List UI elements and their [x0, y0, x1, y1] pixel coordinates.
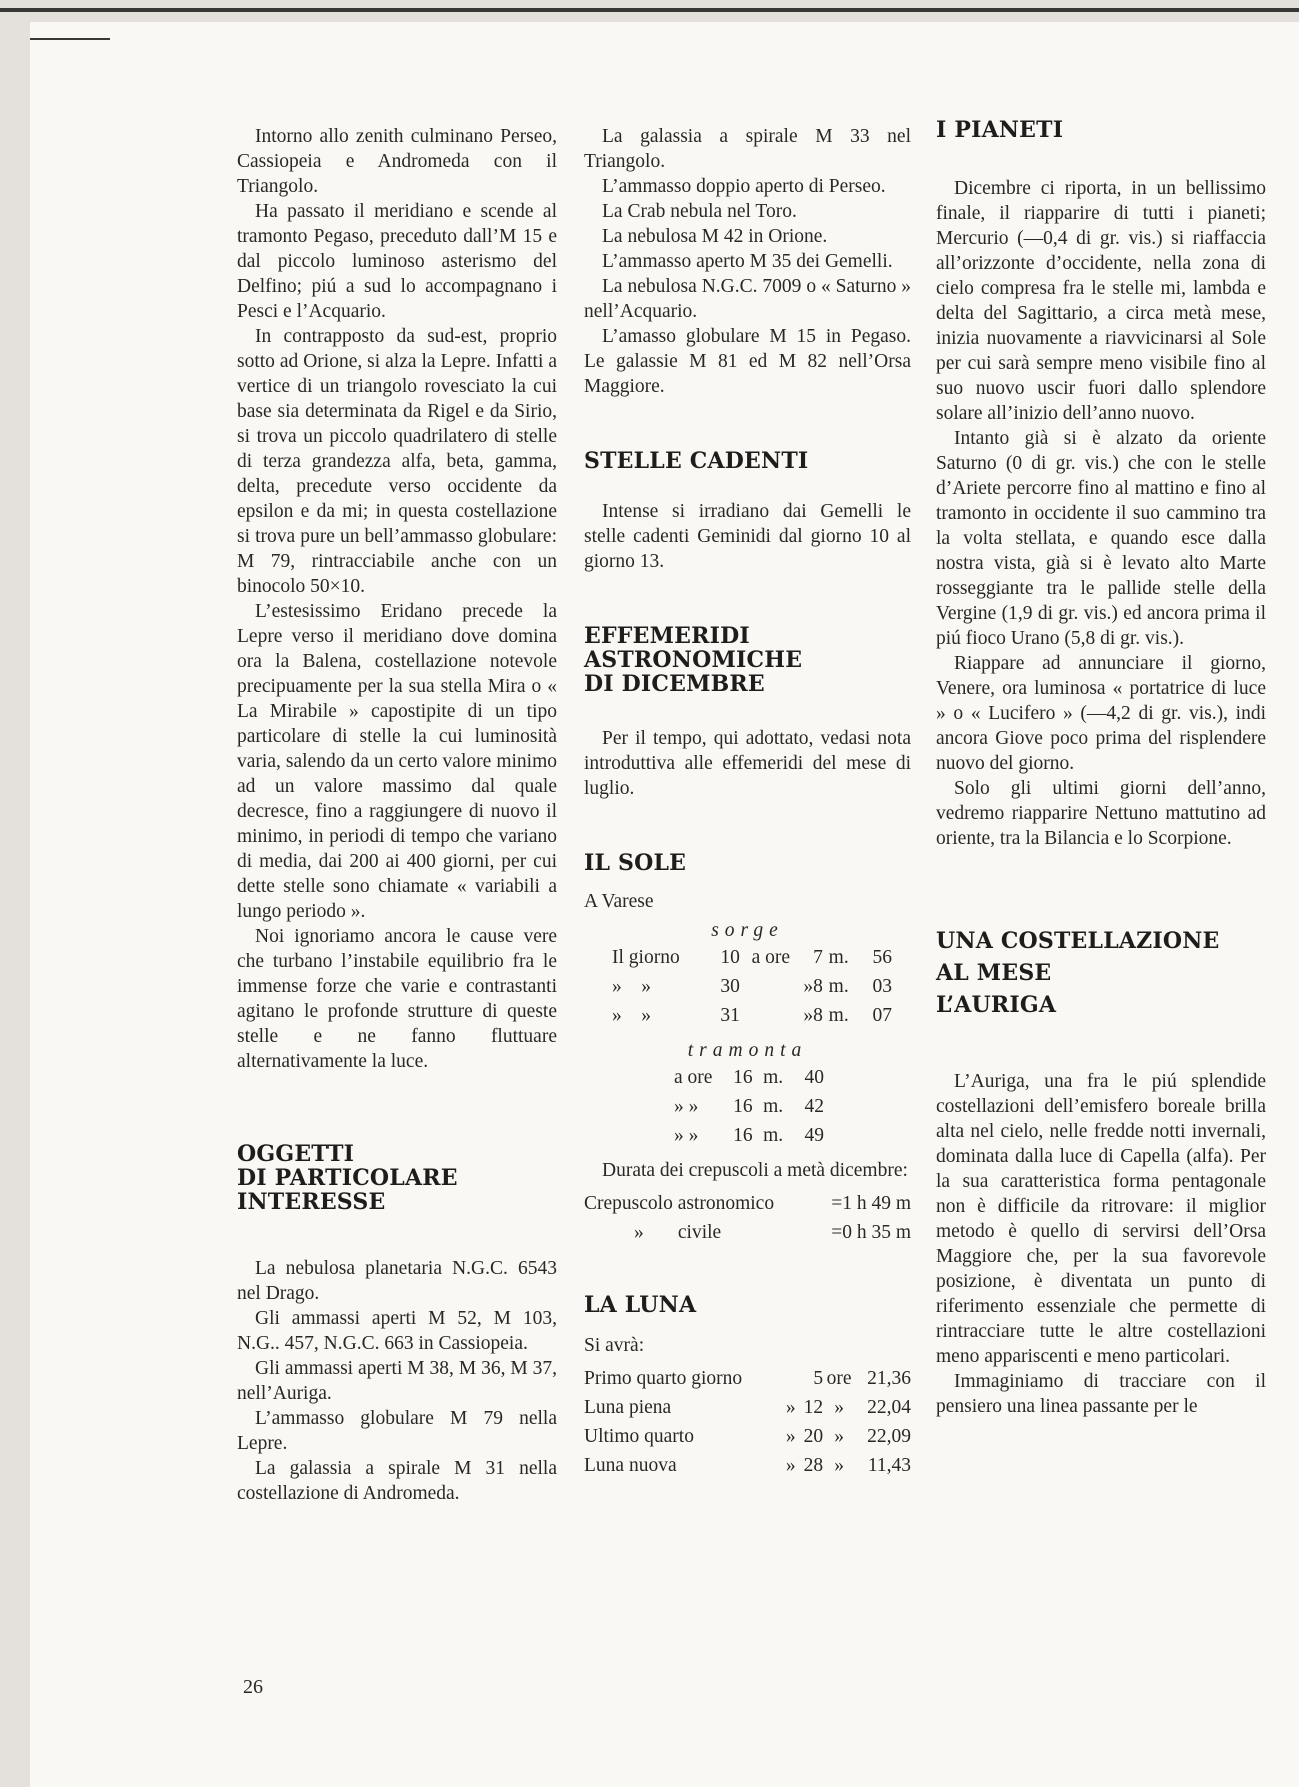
table-cell: 16: [733, 1096, 753, 1117]
top-rule: [0, 8, 1299, 12]
table-cell: »: [785, 1426, 796, 1447]
heading-stelle-cadenti: STELLE CADENTI: [584, 448, 809, 474]
list-item: L’ammasso aperto M 35 dei Gemelli.: [602, 251, 893, 272]
table-cell: »: [834, 1397, 844, 1418]
table-cell: 5: [813, 1368, 824, 1389]
table-cell: 7: [813, 947, 823, 968]
paragraph: Per il tempo, qui adottato, vedasi nota introduttiva alle effemeridi del mese di luglio.: [584, 728, 911, 799]
tramonta-table: [674, 1063, 824, 1150]
table-cell: m.: [763, 1125, 784, 1146]
table-cell: Crepuscolo astronomico: [584, 1193, 775, 1214]
table-cell: 20: [803, 1426, 824, 1447]
list-item: La nebulosa N.G.C. 7009 o « Saturno » nell’Acquario.: [584, 276, 911, 322]
heading-line: UNA COSTELLAZIONE: [936, 928, 1220, 954]
table-cell: »: [834, 1455, 844, 1476]
tramonta-label: tramonta: [687, 1040, 808, 1061]
table-cell: m.: [828, 1005, 849, 1026]
table-row: [584, 1393, 911, 1422]
list-item: La galassia a spirale M 31 nella costellazione di Andromeda.: [237, 1458, 557, 1504]
table-cell: a ore: [674, 1067, 713, 1088]
table-cell: Ultimo quarto: [584, 1426, 694, 1447]
table-cell: 16: [733, 1125, 753, 1146]
list-item: La galassia a spirale M 33 nel Triangolo.: [584, 126, 911, 172]
heading-line: DI DICEMBRE: [584, 671, 765, 697]
paragraph: Intanto già si è alzato da oriente Saturno (0 di gr. vis.) che con le stelle d’Ariete percorre fino al mattino e fino al tramonto in occidente il suo cammino tra la volta stellata, e quando esce dalla nostra vista, già si è levato alto Marte rosseggiante tra le pallide stelle della Vergine (1,9 di gr. vis.) ed ancora prima il piú fioco Urano (5,8 di gr. vis.).: [936, 428, 1266, 649]
heading-il-sole: IL SOLE: [584, 850, 687, 876]
table-cell: »: [834, 1426, 844, 1447]
table-cell: 28: [803, 1455, 824, 1476]
table-cell: =0 h 35 m: [831, 1222, 911, 1243]
place-label: A Varese: [584, 891, 654, 912]
page-number: 26: [243, 1676, 263, 1698]
table-row: [674, 1063, 824, 1092]
table-cell: » »: [612, 1005, 651, 1026]
heading-line: EFFEMERIDI: [584, 623, 750, 649]
column-2: [584, 124, 911, 1480]
paragraph: Riappare ad annunciare il giorno, Venere, ora luminosa « portatrice di luce » o « Lucifero » (—4,2 di gr. vis.), indi ancora Giove poco prima del risplendere nuovo del giorno.: [936, 653, 1266, 774]
table-cell: 22,09: [867, 1426, 911, 1447]
table-cell: Luna piena: [584, 1397, 672, 1418]
luna-table: [584, 1364, 911, 1480]
sorge-label: sorge: [711, 920, 784, 941]
list-item: La nebulosa M 42 in Orione.: [602, 226, 828, 247]
paragraph: Intorno allo zenith culminano Perseo, Cassiopeia e Andromeda con il Triangolo.: [237, 126, 557, 197]
heading-line: OGGETTI: [237, 1141, 355, 1167]
table-cell: 40: [804, 1067, 824, 1088]
list-item: La Crab nebula nel Toro.: [602, 201, 797, 222]
table-cell: a ore: [751, 947, 790, 968]
paragraph: Intense si irradiano dai Gemelli le stelle cadenti Geminidi dal giorno 10 al giorno 13.: [584, 501, 911, 572]
paragraph: Si avrà:: [584, 1335, 645, 1356]
paragraph: Noi ignoriamo ancora le cause vere che turbano l’instabile equilibrio fra le immense forze che varie e contrastanti agitano le profonde strutture di queste stelle e ne fanno fluttuare alternativamente la luce.: [237, 926, 557, 1072]
table-cell: Primo quarto giorno: [584, 1368, 743, 1389]
heading-i-pianeti: I PIANETI: [936, 117, 1064, 143]
table-row: [612, 1001, 892, 1030]
table-cell: » »: [674, 1125, 699, 1146]
paragraph: In contrapposto da sud-est, proprio sotto ad Orione, si alza la Lepre. Infatti a vertice di un triangolo rovesciato la cui base sia determinata da Rigel e da Sirio, si trova un piccolo quadrilatero di stelle di terza grandezza alfa, beta, gamma, delta, precedute verso occidente da epsilon e da mi; in questa costellazione si trova pure un bell’ammasso globulare: M 79, rintracciabile anche con un binocolo 50×10.: [237, 326, 557, 597]
table-cell: m.: [763, 1096, 784, 1117]
table-cell: 22,04: [867, 1397, 911, 1418]
table-cell: 21,36: [867, 1368, 911, 1389]
table-cell: Il giorno: [612, 947, 680, 968]
table-row: [584, 1218, 911, 1247]
paragraph: Durata dei crepuscoli a metà dicembre:: [602, 1160, 908, 1181]
table-row: [584, 1451, 911, 1480]
paragraph: L’Auriga, una fra le piú splendide costellazioni dell’emisfero boreale brilla alta nel cielo, nelle fredde notti invernali, dominata dalla luce di Capella (alfa). Per la sua caratteristica forma pentagonale non è difficile da ritrovare: il miglior metodo è quello di servirsi dell’Orsa Maggiore che, per la sua favorevole posizione, è diventata un punto di riferimento essenziale che permette di rintracciare tutte le altre costellazioni meno appariscenti e meno particolari.: [936, 1071, 1266, 1367]
table-row: [584, 1422, 911, 1451]
heading-line: INTERESSE: [237, 1189, 386, 1215]
table-cell: 56: [872, 947, 892, 968]
table-cell: 03: [872, 976, 892, 997]
table-cell: »: [785, 1455, 796, 1476]
heading-la-luna: LA LUNA: [584, 1292, 697, 1318]
paragraph: L’estesissimo Eridano precede la Lepre verso il meridiano dove domina ora la Balena, costellazione notevole precipuamente per la sua stella Mira o « La Mirabile » capostipite di un tipo particolare di stelle la cui luminosità varia, salendo da un certo valore minimo ad un valore massimo dal quale decresce, fino a raggiungere di nuovo il minimo, in periodi di tempo che variano di media, dai 200 ai 400 giorni, per cui dette stelle sono chiamate « variabili a lungo periodo ».: [237, 601, 557, 922]
paragraph: Dicembre ci riporta, in un bellissimo finale, il riapparire di tutti i pianeti; Mercurio (—0,4 di gr. vis.) si riaffaccia all’orizzonte d’occidente, nella zona di cielo compresa fra le stelle mi, lambda e delta del Sagittario, a circa metà mese, inizia nuovamente a riavvicinarsi al Sole per cui sarà sempre meno visibile fino al suo nuovo uscir fuori dallo splendore solare all’inizio dell’anno nuovo.: [936, 178, 1266, 424]
table-cell: 31: [720, 1005, 740, 1026]
heading-line: ASTRONOMICHE: [584, 647, 803, 673]
paragraph: Immaginiamo di tracciare con il pensiero una linea passante per le: [936, 1371, 1266, 1417]
heading-line: DI PARTICOLARE: [237, 1165, 458, 1191]
column-1: [237, 124, 557, 1506]
list-item: L’ammasso doppio aperto di Perseo.: [602, 176, 886, 197]
heading-line: AL MESE: [936, 960, 1052, 986]
table-cell: 30: [720, 976, 740, 997]
table-cell: »: [785, 1397, 796, 1418]
paragraph: Ha passato il meridiano e scende al tramonto Pegaso, preceduto dall’M 15 e dal piccolo luminoso asterismo del Delfino; piú a sud lo accompagnano i Pesci e l’Acquario.: [237, 201, 557, 322]
list-item: L’amasso globulare M 15 in Pegaso. Le galassie M 81 ed M 82 nell’Orsa Maggiore.: [584, 326, 911, 397]
column-3: [936, 118, 1266, 1419]
crepuscoli-table: [584, 1189, 911, 1247]
table-cell: 49: [804, 1125, 824, 1146]
table-row: [674, 1092, 824, 1121]
table-cell: 10: [720, 947, 740, 968]
heading-oggetti: [237, 1142, 557, 1214]
table-cell: » »: [612, 976, 651, 997]
paragraph: Solo gli ultimi giorni dell’anno, vedremo riapparire Nettuno mattutino ad oriente, tra la Bilancia e lo Scorpione.: [936, 778, 1266, 849]
table-cell: 8: [813, 976, 823, 997]
table-cell: 16: [733, 1067, 753, 1088]
table-cell: [786, 1364, 798, 1393]
list-item: Gli ammassi aperti M 38, M 36, M 37, nell’Auriga.: [237, 1358, 557, 1404]
table-cell: » civile: [634, 1222, 722, 1243]
table-row: [612, 943, 892, 972]
table-cell: 07: [872, 1005, 892, 1026]
table-cell: »: [803, 976, 814, 997]
table-row: [584, 1364, 911, 1393]
table-cell: =1 h 49 m: [831, 1193, 911, 1214]
sorge-table: [612, 943, 892, 1030]
table-cell: m.: [828, 947, 849, 968]
heading-effemeridi: [584, 624, 911, 696]
table-row: [674, 1121, 824, 1150]
list-item: Gli ammassi aperti M 52, M 103, N.G.. 457, N.G.C. 663 in Cassiopeia.: [237, 1308, 557, 1354]
table-cell: 42: [804, 1096, 824, 1117]
table-row: [612, 972, 892, 1001]
list-item: La nebulosa planetaria N.G.C. 6543 nel Drago.: [237, 1258, 557, 1304]
table-cell: m.: [828, 976, 849, 997]
heading-costellazione: [936, 925, 1266, 1021]
table-cell: »: [803, 1005, 814, 1026]
heading-line: L’AURIGA: [936, 992, 1057, 1018]
table-row: [584, 1189, 911, 1218]
list-item: L’ammasso globulare M 79 nella Lepre.: [237, 1408, 557, 1454]
table-cell: Luna nuova: [584, 1455, 677, 1476]
table-cell: 12: [803, 1397, 824, 1418]
corner-rule: [30, 38, 110, 40]
table-cell: 11,43: [867, 1455, 911, 1476]
table-cell: 8: [813, 1005, 823, 1026]
table-cell: » »: [674, 1096, 699, 1117]
table-cell: ore: [826, 1368, 852, 1389]
table-cell: m.: [763, 1067, 784, 1088]
